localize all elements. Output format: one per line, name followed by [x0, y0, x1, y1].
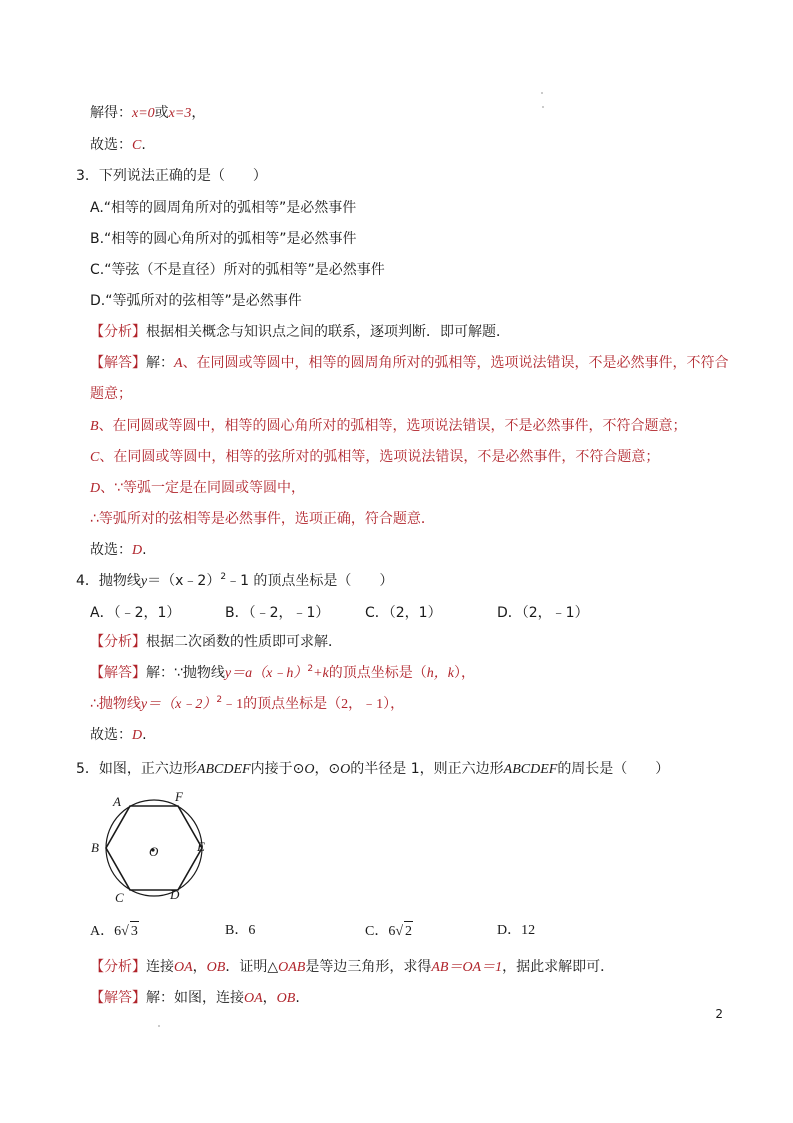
scan-speck — [158, 1025, 160, 1027]
sqrt-icon: √ — [395, 924, 404, 939]
answer-label: 【解答】 — [90, 990, 146, 1006]
q5-answer: 【解答】解：如图，连接OA，OB. — [90, 990, 300, 1006]
choose-line: 故选：C. — [90, 137, 146, 153]
q4-option-a: A．（﹣2，1） — [90, 605, 181, 621]
q3-answer-line2: B、在同圆或等圆中，相等的圆心角所对的弧相等，选项说法错误，不是必然事件，不符合题意； — [90, 418, 687, 434]
q5-analysis: 【分析】连接OA，OB．证明△OAB是等边三角形，求得AB＝OA＝1，据此求解即可． — [90, 959, 615, 975]
q4-stem: 4．抛物线y＝（x﹣2）$^2$﹣1 的顶点坐标是（ ） — [76, 572, 394, 589]
q3-stem: 3．下列说法正确的是（ ） — [76, 168, 267, 184]
label-A: A — [113, 794, 121, 809]
q5-option-a: A．6√ 3 — [90, 921, 139, 942]
q3-answer-line1-cont: 题意； — [90, 386, 132, 402]
analysis-label: 【分析】 — [90, 324, 146, 340]
label-D: D — [170, 887, 180, 902]
q5-stem: 5．如图，正六边形ABCDEF内接于⊙O，⊙O的半径是 1，则正六边形ABCDEF的周长是（ ） — [76, 761, 670, 777]
scan-speck — [541, 92, 543, 94]
analysis-label: 【分析】 — [90, 959, 146, 975]
label-B: B — [91, 840, 99, 855]
hexagon-circle-figure — [86, 788, 216, 906]
solve-line: 解得：x=0或x=3， — [90, 105, 206, 121]
scan-speck — [542, 106, 544, 108]
q4-option-d: D．（2，﹣1） — [497, 605, 589, 621]
q5-option-c: C．6√ 2 — [365, 921, 413, 942]
label-F: F — [175, 789, 183, 804]
q4-option-c: C．（2，1） — [365, 605, 442, 621]
q5-option-b: B．6 — [225, 923, 256, 938]
q3-answer-line3: C、在同圆或等圆中，相等的弦所对的弧相等，选项说法错误，不是必然事件，不符合题意； — [90, 449, 660, 465]
q3-option-b: B.“相等的圆心角所对的弧相等”是必然事件 — [90, 231, 357, 247]
q3-answer-line1: 【解答】解：A、在同圆或等圆中，相等的圆周角所对的弧相等，选项说法错误，不是必然事件，不符合 — [90, 355, 729, 371]
label-E: E — [197, 839, 205, 854]
page-number: 2 — [715, 1007, 723, 1021]
q4-answer-line1: 【解答】解：∵抛物线y＝a（x﹣h）$^2$+k的顶点坐标是（h，k）， — [90, 664, 475, 681]
q3-option-c: C.“等弦（不是直径）所对的弧相等”是必然事件 — [90, 262, 385, 278]
q3-analysis: 【分析】根据相关概念与知识点之间的联系，逐项判断．即可解题． — [90, 324, 510, 340]
q4-answer-line2: ∴抛物线y＝（x﹣2）$^2$﹣1的顶点坐标是（2，﹣1）， — [90, 695, 405, 712]
q4-option-b: B．（﹣2，﹣1） — [225, 605, 330, 621]
sqrt-icon: √ — [121, 924, 129, 939]
label-C: C — [115, 890, 124, 905]
q5-option-d: D．12 — [497, 923, 536, 938]
q3-answer-line5: ∴等弧所对的弦相等是必然事件，选项正确，符合题意． — [90, 511, 435, 527]
label-O: O — [149, 844, 159, 859]
q3-choose: 故选：D. — [90, 542, 147, 558]
q4-choose: 故选：D. — [90, 727, 147, 743]
answer-label: 【解答】 — [90, 665, 146, 681]
q3-answer-line4: D、∵等弧一定是在同圆或等圆中， — [90, 480, 306, 496]
q3-option-d: D.“等弧所对的弦相等”是必然事件 — [90, 293, 302, 309]
q4-analysis: 【分析】根据二次函数的性质即可求解． — [90, 634, 342, 650]
q3-option-a: A.“相等的圆周角所对的弧相等”是必然事件 — [90, 200, 357, 216]
analysis-label: 【分析】 — [90, 634, 146, 650]
answer-label: 【解答】 — [90, 355, 146, 371]
